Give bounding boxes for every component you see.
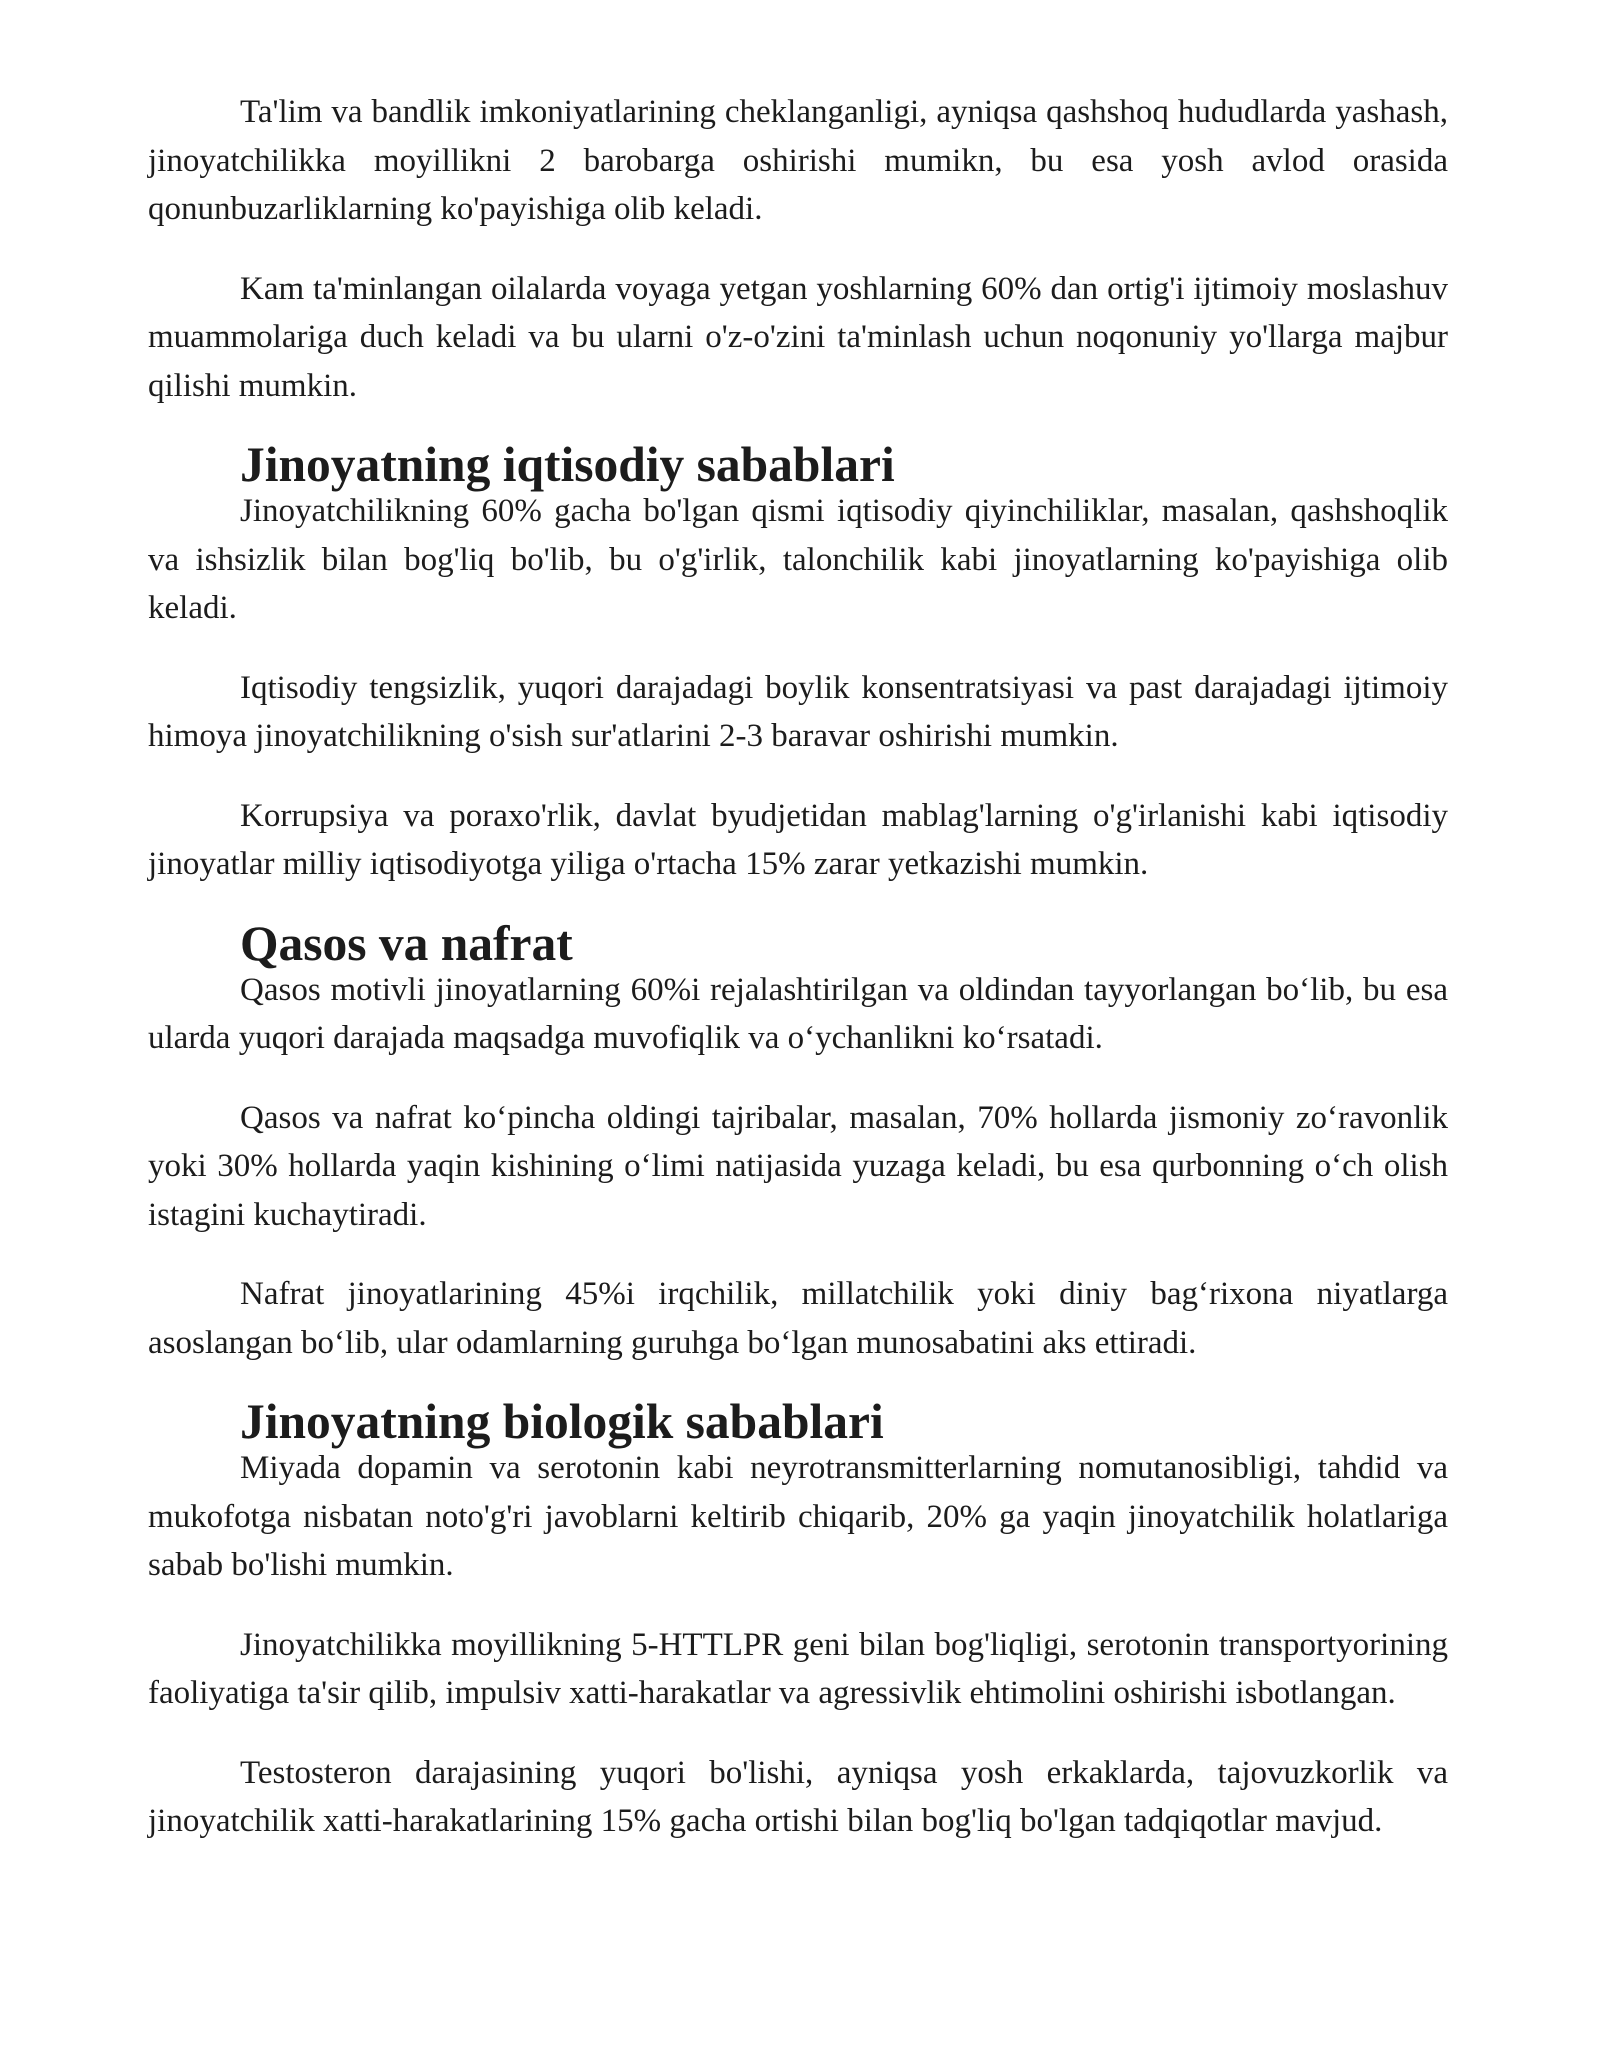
paragraph: Qasos va nafrat ko‘pincha oldingi tajribalar, masalan, 70% hollarda jismoniy zo‘ravonlik yoki 30% hollarda yaqin kishining o‘limi natijasida yuzaga keladi, bu esa qurbonning o‘ch olish istagini kuchaytiradi. (148, 1099, 1448, 1233)
section-heading: Jinoyatning biologik sabablari (240, 1394, 884, 1449)
paragraph: Jinoyatchilikka moyillikning 5-HTTLPR geni bilan bog'liqligi, serotonin transportyorining faoliyatiga ta'sir qilib, impulsiv xatti-harakatlar va agressivlik ehtimolini oshirishi isbotlangan. (148, 1626, 1448, 1711)
paragraph: Miyada dopamin va serotonin kabi neyrotransmitterlarning nomutanosibligi, tahdid va mukofotga nisbatan noto'g'ri javoblarni keltirib chiqarib, 20% ga yaqin jinoyatchilik holatlariga sabab bo'lishi mumkin. (148, 1450, 1448, 1583)
paragraph: Jinoyatchilikning 60% gacha bo'lgan qismi iqtisodiy qiyinchiliklar, masalan, qashshoqlik va ishsizlik bilan bog'liq bo'lib, bu o'g'irlik, talonchilik kabi jinoyatlarning ko'payishiga olib keladi. (148, 493, 1448, 626)
paragraph: Iqtisodiy tengsizlik, yuqori darajadagi boylik konsentratsiyasi va past darajadagi ijtimoiy himoya jinoyatchilikning o'sish sur'atlarini 2-3 baravar oshirishi mumkin. (148, 669, 1448, 754)
paragraph: Kam ta'minlangan oilalarda voyaga yetgan yoshlarning 60% dan ortig'i ijtimoiy moslashuv muammolariga duch keladi va bu ularni o'z-o'zini ta'minlash uchun noqonuniy yo'llarga majbur qilishi mumkin. (148, 270, 1448, 404)
paragraph: Korrupsiya va poraxo'rlik, davlat byudjetidan mablag'larning o'g'irlanishi kabi iqtisodiy jinoyatlar milliy iqtisodiyotga yiliga o'rtacha 15% zarar yetkazishi mumkin. (148, 797, 1448, 882)
section-revenge-and-hatred (148, 915, 1448, 1368)
section-heading: Jinoyatning iqtisodiy sabablari (240, 437, 895, 492)
paragraph: Nafrat jinoyatlarining 45%i irqchilik, millatchilik yoki diniy bag‘rixona niyatlarga asoslangan bo‘lib, ular odamlarning guruhga bo‘lgan munosabatini aks ettiradi. (148, 1276, 1448, 1361)
section-heading: Qasos va nafrat (240, 915, 573, 971)
section-economic-causes (148, 437, 1448, 889)
paragraph: Ta'lim va bandlik imkoniyatlarining cheklanganligi, ayniqsa qashshoq hududlarda yashash, jinoyatchilikka moyillikni 2 barobarga oshirishi mumikn, bu esa yosh avlod orasida qonunbuzarliklarning ko'payishiga olib keladi. (148, 94, 1448, 227)
paragraph: Qasos motivli jinoyatlarning 60%i rejalashtirilgan va oldindan tayyorlangan bo‘lib, bu esa ularda yuqori darajada maqsadga muvofiqlik va o‘ychanlikni ko‘rsatadi. (148, 971, 1448, 1056)
document-page (148, 88, 1448, 1846)
paragraph: Testosteron darajasining yuqori bo'lishi, ayniqsa yosh erkaklarda, tajovuzkorlik va jinoyatchilik xatti-harakatlarining 15% gacha ortishi bilan bog'liq bo'lgan tadqiqotlar mavjud. (148, 1754, 1448, 1839)
section-biological-causes (148, 1394, 1448, 1846)
